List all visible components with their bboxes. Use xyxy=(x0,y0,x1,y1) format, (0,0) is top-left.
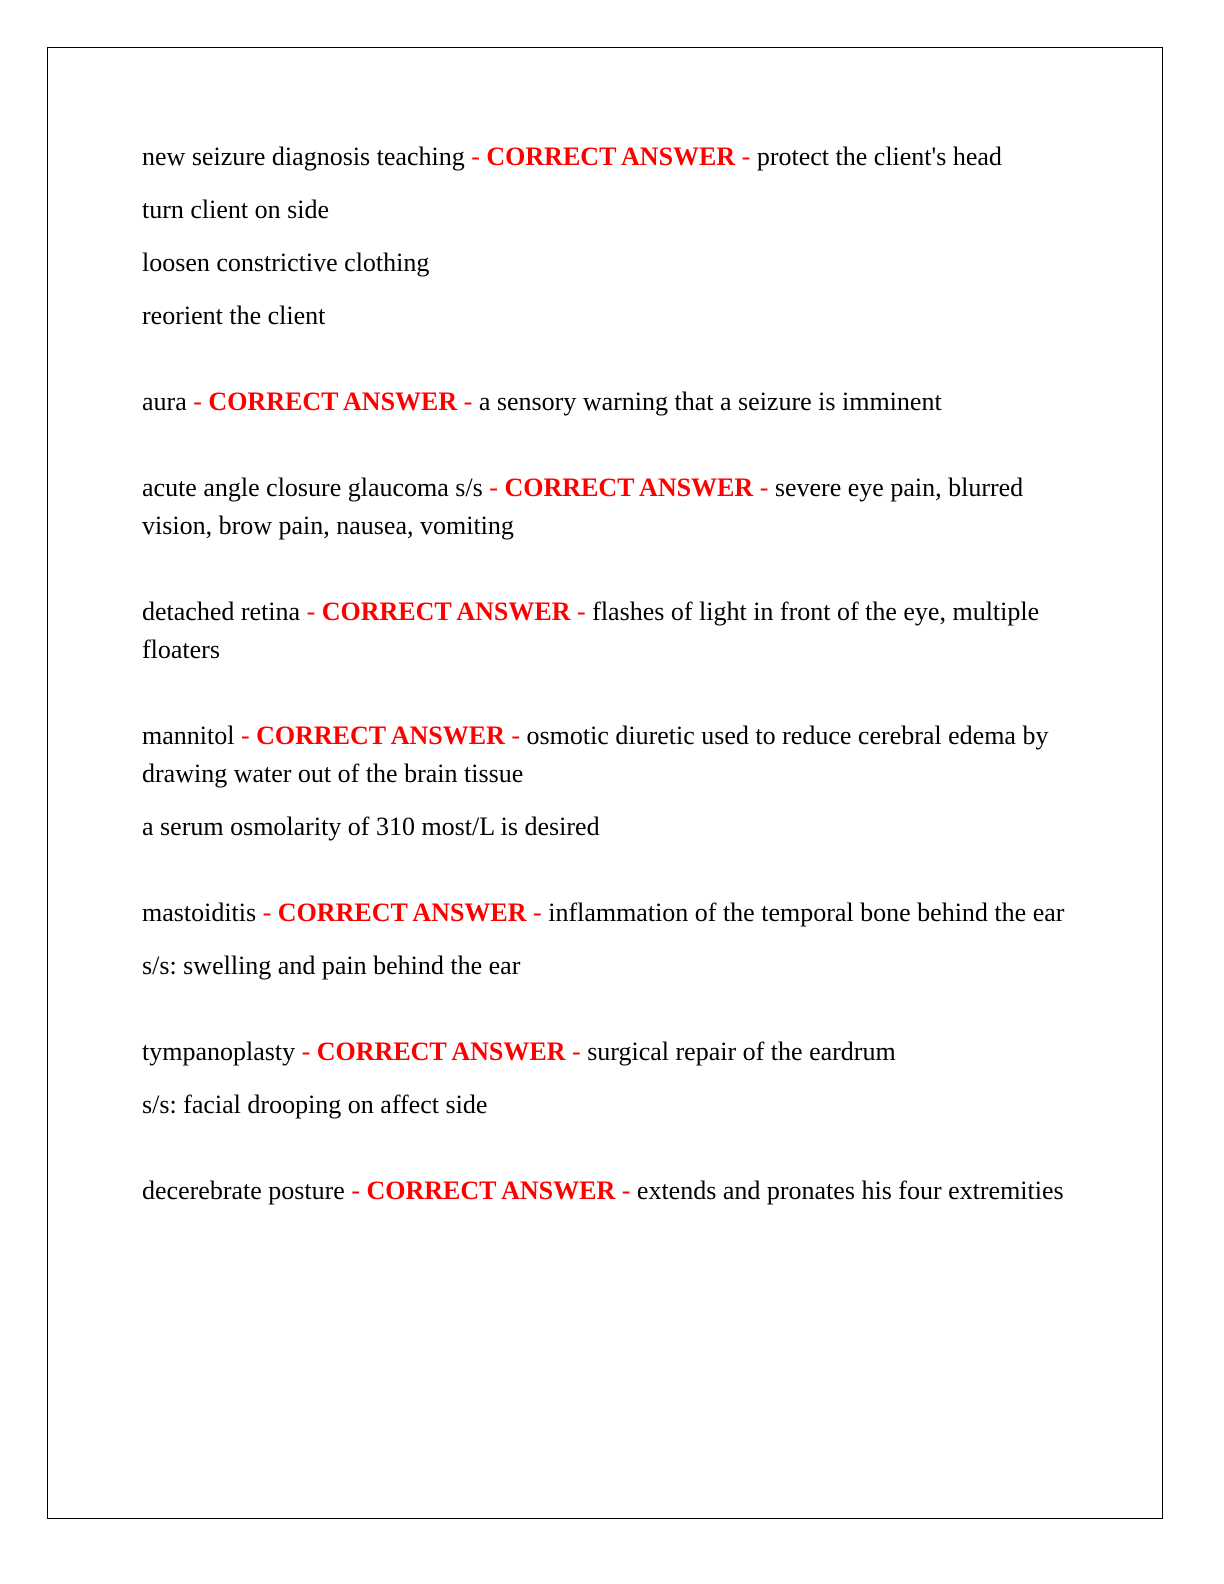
extra-line: turn client on side xyxy=(142,195,330,224)
entry-main-line xyxy=(142,717,1072,793)
term: decerebrate posture xyxy=(142,1176,345,1205)
document-body xyxy=(142,138,1072,1258)
separator: - xyxy=(533,898,542,927)
separator: - xyxy=(463,387,473,416)
separator: - xyxy=(621,1176,631,1205)
answer-label: CORRECT ANSWER xyxy=(208,387,458,416)
term: new seizure diagnosis teaching xyxy=(142,142,465,171)
separator: - xyxy=(572,1037,581,1066)
entry-main-line xyxy=(142,383,1072,421)
flashcard-entry xyxy=(142,1172,1072,1210)
entry-main-line xyxy=(142,469,1072,545)
definition: severe eye pain, blurred vision, brow pain, nausea, vomiting xyxy=(142,473,1024,540)
separator: - xyxy=(511,721,521,750)
answer-label: CORRECT ANSWER xyxy=(316,1037,566,1066)
definition: surgical repair of the eardrum xyxy=(587,1037,896,1066)
separator: - xyxy=(240,721,250,750)
extra-line: a serum osmolarity of 310 most/L is desired xyxy=(142,812,600,841)
flashcard-entry xyxy=(142,138,1072,335)
definition: protect the client's head xyxy=(756,142,1002,171)
separator: - xyxy=(301,1037,311,1066)
flashcard-entry xyxy=(142,383,1072,421)
separator: - xyxy=(489,473,498,502)
term: detached retina xyxy=(142,597,301,626)
flashcard-entry xyxy=(142,469,1072,545)
answer-label: CORRECT ANSWER xyxy=(321,597,571,626)
flashcard-entry xyxy=(142,593,1072,669)
extra-line: s/s: swelling and pain behind the ear xyxy=(142,951,521,980)
answer-label: CORRECT ANSWER xyxy=(366,1176,616,1205)
answer-label: CORRECT ANSWER xyxy=(277,898,527,927)
term: acute angle closure glaucoma s/s xyxy=(142,473,483,502)
separator: - xyxy=(262,898,272,927)
answer-label: CORRECT ANSWER xyxy=(504,473,754,502)
separator: - xyxy=(759,473,769,502)
flashcard-entry xyxy=(142,894,1072,985)
definition: flashes of light in front of the eye, multiple floaters xyxy=(142,597,1040,664)
separator: - xyxy=(471,142,480,171)
separator: - xyxy=(306,597,316,626)
entry-main-line xyxy=(142,1172,1072,1210)
entry-main-line xyxy=(142,1033,1072,1071)
separator: - xyxy=(193,387,202,416)
answer-label: CORRECT ANSWER xyxy=(256,721,505,750)
extra-line: reorient the client xyxy=(142,301,326,330)
definition: osmotic diuretic used to reduce cerebral edema by drawing water out of the brain tissue xyxy=(142,721,1049,788)
term: mastoiditis xyxy=(142,898,257,927)
flashcard-entry xyxy=(142,717,1072,846)
answer-label: CORRECT ANSWER xyxy=(486,142,736,171)
definition: inflammation of the temporal bone behind the ear xyxy=(548,898,1065,927)
term: aura xyxy=(142,387,187,416)
term: tympanoplasty xyxy=(142,1037,296,1066)
term: mannitol xyxy=(142,721,235,750)
extra-line: s/s: facial drooping on affect side xyxy=(142,1090,488,1119)
flashcard-entry xyxy=(142,1033,1072,1124)
definition: a sensory warning that a seizure is imminent xyxy=(478,387,942,416)
separator: - xyxy=(741,142,751,171)
entry-main-line xyxy=(142,593,1072,669)
definition: extends and pronates his four extremities xyxy=(636,1176,1064,1205)
entry-main-line xyxy=(142,894,1072,932)
separator: - xyxy=(351,1176,360,1205)
separator: - xyxy=(577,597,586,626)
entry-main-line xyxy=(142,138,1072,176)
extra-line: loosen constrictive clothing xyxy=(142,248,430,277)
